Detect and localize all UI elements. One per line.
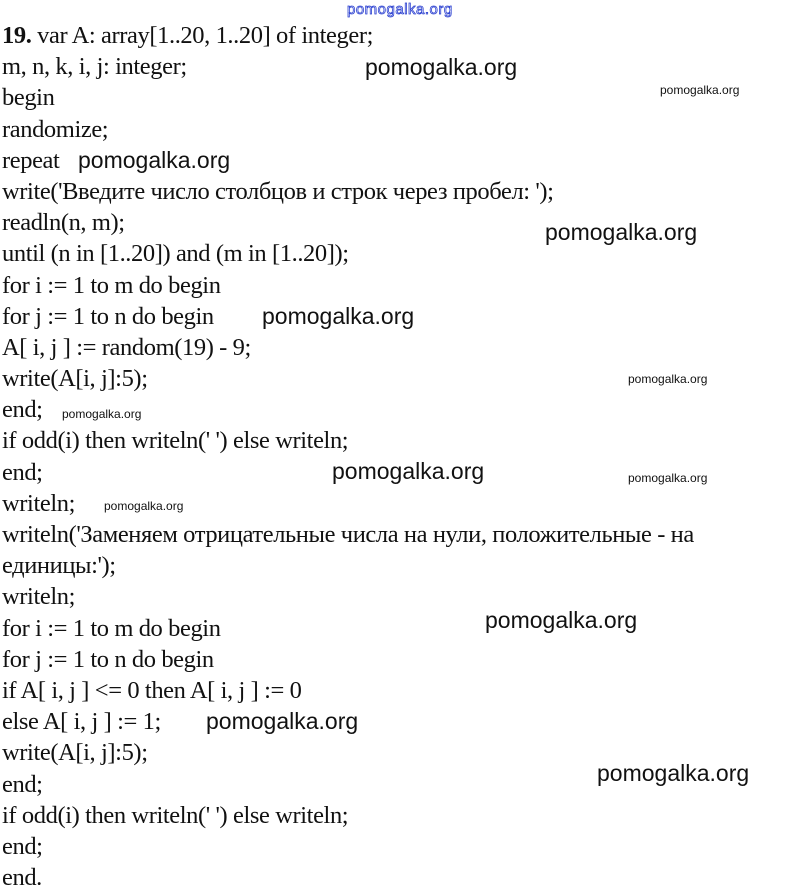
code-line: 19. var A: array[1..20, 1..20] of integer; [2,22,374,49]
watermark: pomogalka.org [104,499,184,513]
watermark: pomogalka.org [262,303,415,329]
code-line: for j := 1 to n do begin [2,645,214,673]
code-line: begin [2,84,55,112]
code-line: writeln; [2,583,76,611]
watermark: pomogalka.org [485,607,638,633]
code-line: end; [2,396,43,424]
code-line: writeln('Заменяем отрицательные числа на нули, положительные - на [2,521,694,548]
code-line: write(A[i, j]:5); [2,739,148,767]
watermark: pomogalka.org [347,1,453,18]
code-line: randomize; [2,115,109,143]
code-line: m, n, k, i, j: integer; [2,53,187,81]
code-line: end; [2,458,43,486]
code-line: if A[ i, j ] <= 0 then A[ i, j ] := 0 [2,676,302,704]
task-number: 19. [2,22,32,49]
code-line: if odd(i) then writeln(' ') else writeln; [2,801,349,829]
code-line: A[ i, j ] := random(19) - 9; [2,333,251,361]
watermark: pomogalka.org [365,54,518,80]
watermark: pomogalka.org [78,147,231,173]
code-line: readln(n, m); [2,209,125,237]
code-line: for i := 1 to m do begin [2,614,221,642]
watermark: pomogalka.org [62,407,142,421]
watermark: pomogalka.org [206,708,359,734]
code-line: end; [2,770,43,798]
watermark: pomogalka.org [545,219,698,245]
watermark: pomogalka.org [628,372,708,386]
code-line: end; [2,832,43,860]
code-line: until (n in [1..20]) and (m in [1..20]); [2,240,349,268]
code-line: write(A[i, j]:5); [2,365,148,393]
code-line: writeln; [2,489,76,517]
code-line: for j := 1 to n do begin [2,302,214,330]
watermark: pomogalka.org [332,458,485,484]
watermark: pomogalka.org [660,83,740,97]
code-line: repeat [2,146,60,174]
code-line: write('Введите число столбцов и строк через пробел: '); [2,177,554,205]
watermark: pomogalka.org [628,471,708,485]
code-line: else A[ i, j ] := 1; [2,708,161,736]
code-line: end. [2,864,42,892]
watermark: pomogalka.org [597,760,750,786]
code-line: if odd(i) then writeln(' ') else writeln; [2,427,349,455]
code-line: единицы:'); [2,552,116,580]
code-line: for i := 1 to m do begin [2,271,221,299]
